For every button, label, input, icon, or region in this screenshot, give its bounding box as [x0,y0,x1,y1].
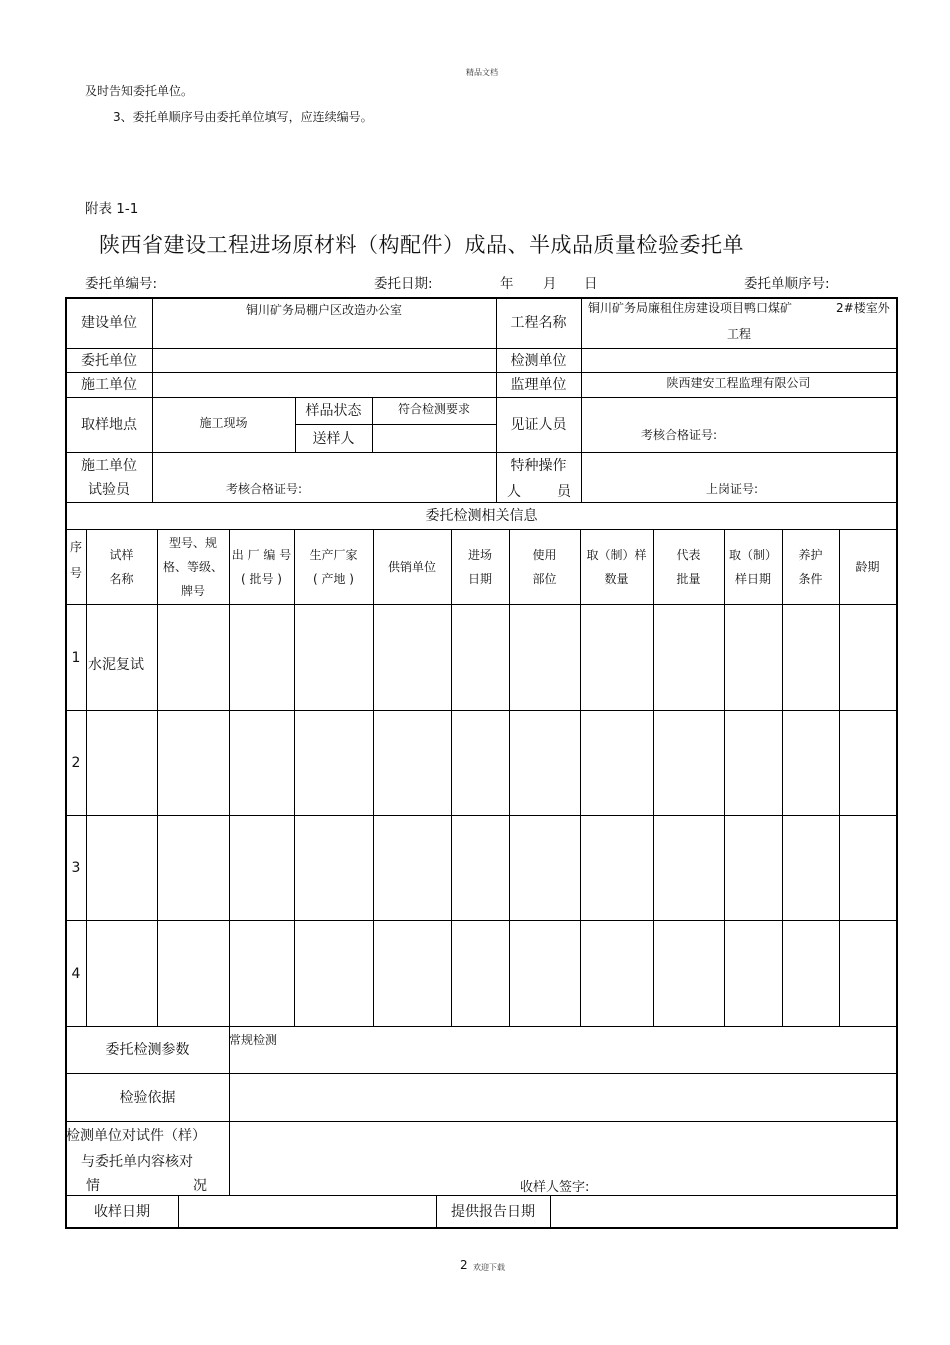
col-spec: 型号、规 格、等级、 牌号 [162,536,223,598]
special-op-cert: 上岗证号: [706,482,759,496]
witness-cert: 考核合格证号: [641,428,718,442]
basis-label: 检验依据 [119,1089,176,1106]
col-sample-date: 取（制） 样日期 [728,548,777,586]
check-label-3b: 况 [193,1178,207,1194]
header-watermark: 精品文档 [466,68,498,77]
project-name-label: 工程名称 [510,315,567,331]
order-no-label: 委托单编号: [85,276,158,292]
date-label: 委托日期: [374,276,433,292]
col-curing: 养护 条件 [798,548,823,586]
sample-state-value: 符合检测要求 [397,402,470,416]
col-seq: 序 号 [69,540,82,580]
col-supplier: 供销单位 [387,560,436,574]
page-title: 陕西省建设工程进场原材料（构配件）成品、半成品质量检验委托单 [99,233,744,257]
tester-label-2: 试验员 [88,482,130,498]
col-maker: 生产厂家 ( 产地 ) [309,548,358,586]
table-row-seq: 2 [71,755,81,771]
section-header: 委托检测相关信息 [425,508,538,524]
supervision-unit-label: 监理单位 [510,377,567,393]
check-label-1: 检测单位对试件（样） [66,1128,206,1144]
check-label-2: 与委托单内容核对 [81,1154,193,1170]
table-row-seq: 4 [71,965,81,982]
col-name: 试样 名称 [109,548,134,586]
date-year: 年 [500,276,514,292]
sender-label: 送样人 [312,430,355,447]
check-label-3a: 情 [86,1178,100,1194]
col-age: 龄期 [855,560,880,574]
table-row-seq: 3 [71,860,81,876]
receiver-sign: 收样人签字: [520,1180,590,1195]
seq-label: 委托单顺序号: [744,276,830,292]
special-op-label-2a: 人 [507,484,521,500]
col-entry-date: 进场 日期 [467,548,492,586]
date-month: 月 [543,276,557,292]
project-name-value-c: 工程 [727,327,752,341]
tester-cert: 考核合格证号: [226,482,303,496]
table-row-seq: 1 [71,649,81,666]
col-qty: 取（制）样 数量 [586,548,647,586]
date-day: 日 [584,276,598,292]
footer-text: 欢迎下载 [473,1263,505,1272]
report-date-label: 提供报告日期 [451,1203,535,1220]
table-row-name: 水泥复试 [88,657,144,673]
witness-label: 见证人员 [510,417,567,433]
supervision-unit-value: 陕西建安工程监理有限公司 [666,376,811,390]
params-value: 常规检测 [229,1033,278,1047]
client-unit-label: 委托单位 [81,352,137,369]
construction-unit-label: 施工单位 [81,377,137,393]
project-name-value-a: 铜川矿务局廉租住房建设项目鸭口煤矿 [588,301,793,315]
test-unit-label: 检测单位 [510,352,567,369]
sampling-place-label: 取样地点 [81,417,137,433]
special-op-label-2b: 员 [557,484,571,500]
col-batch: 出 厂 编 号 ( 批号 ) [231,548,292,586]
build-unit-label: 建设单位 [81,315,137,331]
note-line-2: 3、委托单顺序号由委托单位填写，应连续编号。 [113,110,373,124]
sample-state-label: 样品状态 [305,403,362,419]
params-label: 委托检测参数 [105,1042,190,1058]
note-line-1: 及时告知委托单位。 [85,84,194,98]
receive-date-label: 收样日期 [94,1203,150,1220]
appendix-label: 附表 1-1 [85,201,139,217]
sampling-place-value: 施工现场 [199,416,248,430]
project-name-value-b: 2#楼室外 [836,301,890,315]
build-unit-value: 铜川矿务局棚户区改造办公室 [245,303,402,317]
tester-label-1: 施工单位 [81,458,137,474]
special-op-label-1: 特种操作 [510,458,567,474]
col-use-part: 使用 部位 [532,548,557,586]
footer-page: 2 [460,1258,468,1272]
col-rep-batch: 代表 批量 [676,548,701,586]
